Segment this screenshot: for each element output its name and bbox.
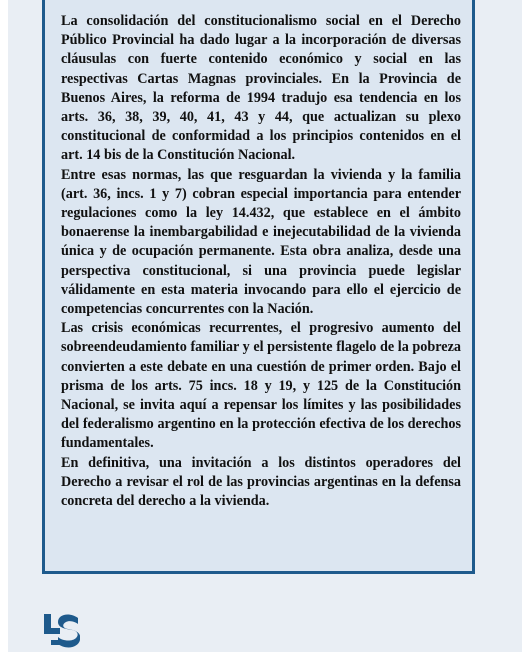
- page-left-edge: [0, 0, 8, 652]
- paragraph-2: Entre esas normas, las que resguardan la vivienda y la familia (art. 36, incs. 1 y 7) cobran especial importancia para entender regulaciones como la ley 14.432, que establece en el ámbito bonaerense la inembargabilidad e inejecutabilidad de la vivienda única y de ocupación permanente. Esta obra analiza, desde una perspectiva constitucional, si una provincia puede legislar válidamente en esta materia invocando para ello el ejercicio de competencias concurrentes con la Nación.: [61, 166, 461, 318]
- paragraph-3: Las crisis económicas recurrentes, el progresivo aumento del sobreendeudamiento familiar y el persistente flagelo de la pobreza convierten a este debate en una cuestión de primer orden. Bajo el prisma de los arts. 75 incs. 18 y 19, y 125 de la Constitución Nacional, se invita aquí a repensar los límites y las posibilidades del federalismo argentino en la protección efectiva de los derechos fundamentales.: [61, 320, 461, 452]
- back-cover-text-panel: [42, 0, 475, 574]
- back-cover-text: [61, 12, 461, 511]
- paragraph-1: La consolidación del constitucionalismo social en el Derecho Público Provincial ha dado lugar a la incorporación de diversas cláusulas con fuerte contenido económico y social en las respectivas Cartas Magnas provinciales. En la Provincia de Buenos Aires, la reforma de 1994 tradujo esa tendencia en los arts. 36, 38, 39, 40, 41, 43 y 44, que actualizan su plexo constitucional de conformidad a los principios contenidos en el art. 14 bis de la Constitución Nacional.: [61, 13, 461, 164]
- paragraph-4: En definitiva, una invitación a los distintos operadores del Derecho a revisar el rol de las provincias argentinas en la defensa concreta del derecho a la vivienda.: [61, 454, 461, 510]
- publisher-logo-icon: [44, 612, 80, 652]
